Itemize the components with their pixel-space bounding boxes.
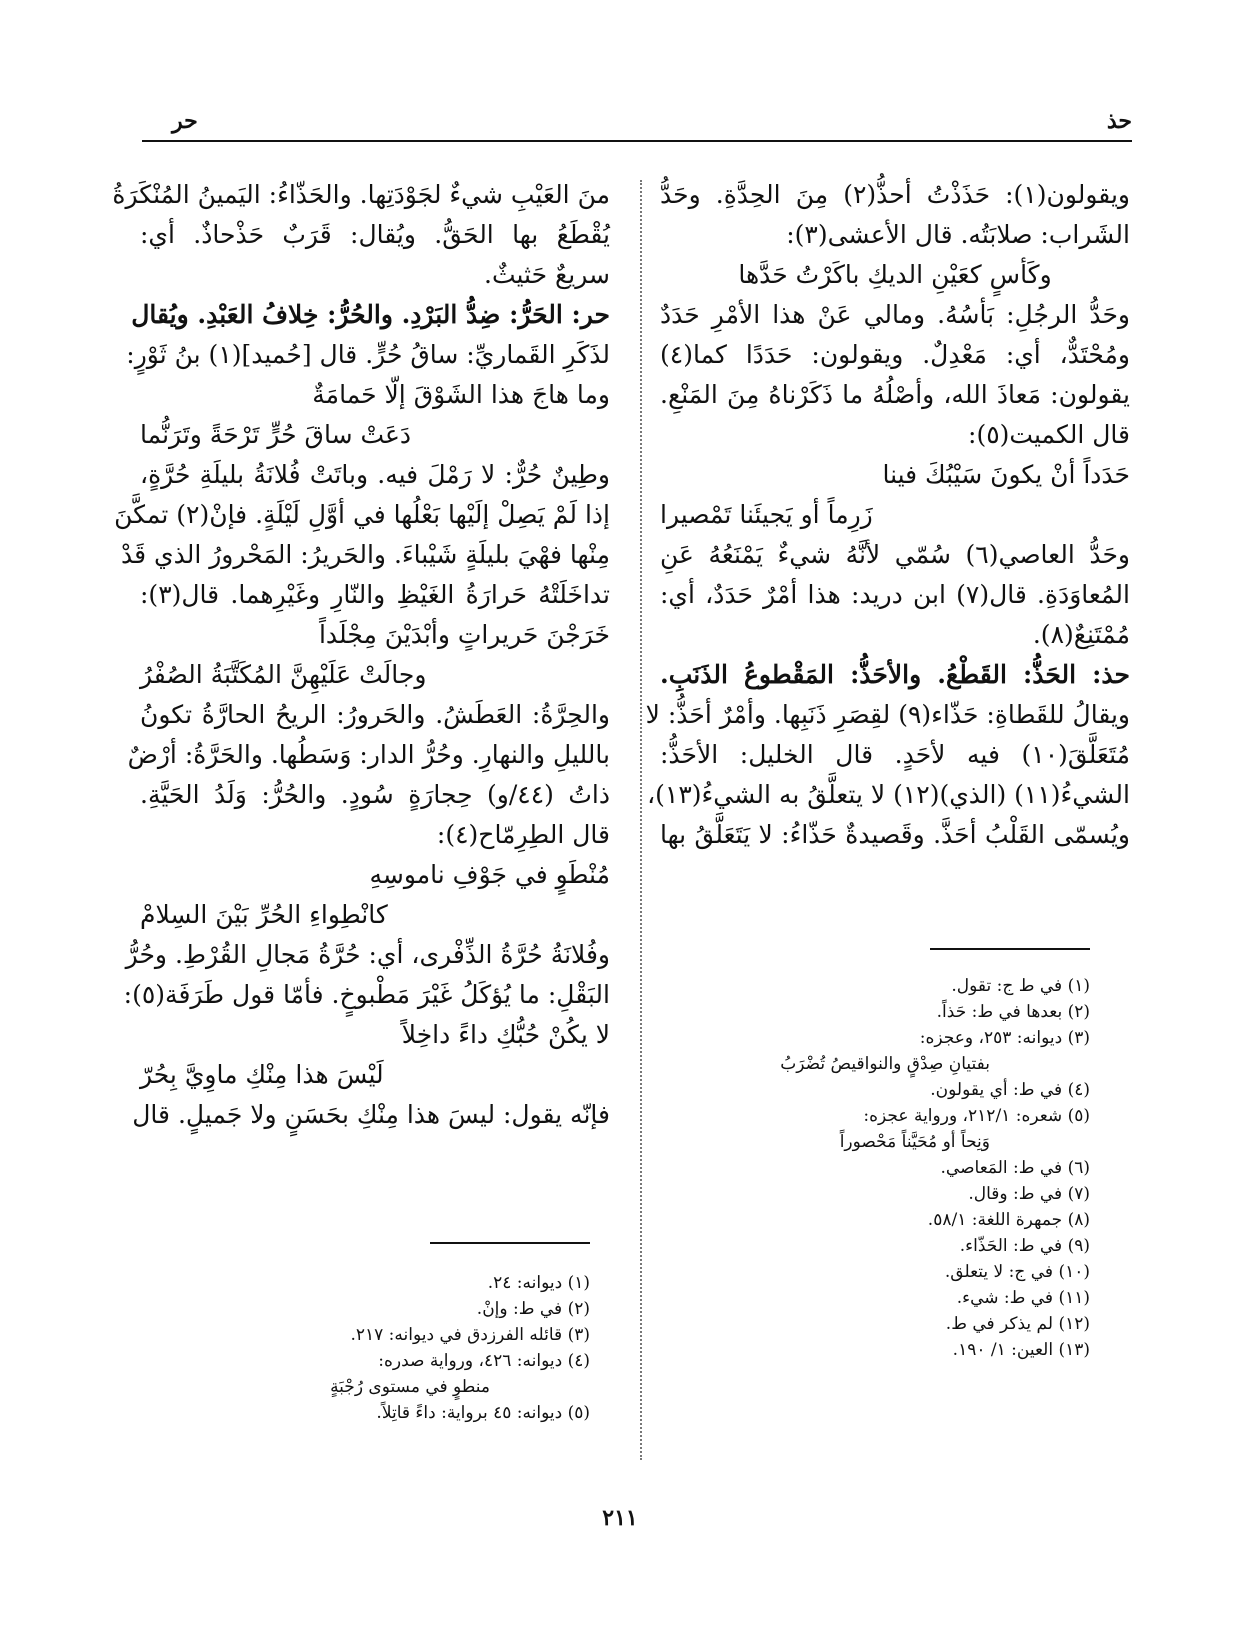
footnote: (٩) في ط: الحَذّاء. xyxy=(959,1236,1090,1256)
text-line: لذَكَرِ القَماريِّ: ساقُ حُرٍّ. قال [حُميد](١) بنُ ثَوْرٍ: xyxy=(126,340,610,369)
page-number: ٢١١ xyxy=(602,1505,638,1531)
left-column xyxy=(112,175,610,1135)
text-line: وفُلانَةُ حُرَّةُ الذِّفْرى، أي: حُرَّةُ مَجالِ القُرْطِ. وحُرُّ xyxy=(125,940,610,969)
right-footnotes xyxy=(660,973,1090,1363)
footnote: (٥) ديوانه: ٤٥ برواية: داءً قاتِلاً. xyxy=(376,1403,590,1423)
footnote: (٢) بعدها في ط: حَذاً. xyxy=(936,1002,1090,1022)
text-line: إذا لَمْ يَصِلْ إلَيْها بَعْلُها في أوَّلِ لَيْلَةٍ. فإنْ(٢) تمكَّنَ xyxy=(114,500,610,529)
text-line: قال الكميت(٥): xyxy=(968,420,1130,449)
footnote: (١٢) لم يذكر في ط. xyxy=(945,1314,1090,1334)
text-line: والحِرَّةُ: العَطَشُ. والحَرورُ: الريحُ الحارَّةُ تكونُ xyxy=(140,700,610,729)
verse-line: وجالَتْ عَلَيْهِنَّ المُكَتَّبَةُ الصُفْرُ xyxy=(140,660,427,689)
left-footnotes xyxy=(140,1270,590,1426)
verse-line: مُنْطَوٍ في جَوْفِ ناموسِهِ xyxy=(369,860,610,889)
header-entry-right: حذ xyxy=(1106,108,1132,134)
footnote: (٣) قائله الفرزدق في ديوانه: ٢١٧. xyxy=(350,1325,590,1345)
text-line: ويقولون(١): حَذَذْتُ أحذُّ(٢) مِنَ الحِدَّةِ. وحَدُّ xyxy=(660,180,1130,209)
header-rule xyxy=(142,140,1132,142)
verse-line: كانْطِواءِ الحُرِّ بَيْنَ السِلامْ xyxy=(140,900,388,929)
footnote-verse: بفتيانِ صِدْقٍ والنواقيصُ تُضْرَبُ xyxy=(780,1054,990,1074)
verse-line: حَدَداً أنْ يكونَ سَيْبُكَ فينا xyxy=(882,460,1130,489)
verse-line: لا يكُنْ حُبُّكِ داءً داخِلاً xyxy=(401,1020,610,1049)
text-line: الشيءُ(١١) (الذي)(١٢) لا يتعلَّقُ به الشيءُ(١٣)، xyxy=(647,780,1130,809)
footnote: (٤) في ط: أي يقولون. xyxy=(930,1080,1090,1100)
text-line: وحَدُّ الرجُلِ: بَأسُهُ. ومالي عَنْ هذا الأمْرِ حَدَدٌ xyxy=(660,300,1130,329)
footnote: (٦) في ط: المَعاصي. xyxy=(940,1158,1090,1178)
text-line: سريعٌ حَثيثٌ. xyxy=(484,260,610,289)
footnote: (٨) جمهرة اللغة: ٥٨/١. xyxy=(927,1210,1090,1230)
footnote: (٣) ديوانه: ٢٥٣، وعجزه: xyxy=(919,1028,1090,1048)
footnote: (١١) في ط: شيء. xyxy=(956,1288,1090,1308)
text-line: مُمْتَنِعٌ(٨). xyxy=(1032,620,1130,649)
text-line: ومُحْتَدٌّ، أي: مَعْدِلٌ. ويقولون: حَدَدًا كما(٤) xyxy=(660,340,1130,369)
text-line: المُعاوَدَةِ. قال(٧) ابن دريد: هذا أمْرٌ حَدَدٌ، أي: xyxy=(660,580,1130,609)
text-line: قال الطِرِمّاح(٤): xyxy=(436,820,610,849)
text-line: بالليلِ والنهارِ. وحُرُّ الدار: وَسَطُها. والحَرَّةُ: أرْضٌ xyxy=(127,740,610,769)
text-line: فإنّه يقول: ليسَ هذا مِنْكِ بحَسَنٍ ولا جَميلٍ. قال xyxy=(132,1100,610,1129)
text-line: يُقْطَعُ بها الحَقُّ. ويُقال: قَرَبٌ حَذْحاذٌ. أي: xyxy=(140,220,610,249)
verse-line: زَرِماً أو يَجيئَنا تَمْصيرا xyxy=(660,500,873,529)
verse-line: لَيْسَ هذا مِنْكِ ماوِيَّ بِحُرّ xyxy=(140,1060,384,1089)
entry-line: حر: الحَرُّ: ضِدُّ البَرْدِ. والحُرُّ: خِلافُ العَبْدِ. ويُقال xyxy=(131,300,610,329)
footnote: (٧) في ط: وقال. xyxy=(968,1184,1090,1204)
footnote: (١) في ط ج: تقول. xyxy=(951,976,1090,996)
verse-line: خَرَجْنَ حَريراتٍ وأبْدَيْنَ مِجْلَداً xyxy=(318,620,610,649)
text-line: الشَراب: صلابَتُه. قال الأعشى(٣): xyxy=(786,220,1130,249)
text-line: ذاتُ (٤٤/و) حِجارَةٍ سُودٍ. والحُرُّ: وَلَدُ الحَيَّةِ. xyxy=(140,780,610,809)
page-header xyxy=(142,106,1132,140)
footnote-verse: وَنِحاً أو مُحَيَّناً مَحْصوراً xyxy=(839,1132,990,1152)
footnote-rule xyxy=(930,948,1090,950)
entry-line: حذ: الحَذُّ: القَطْعُ. والأحَذُّ: المَقْطوعُ الذَنَبِ. xyxy=(660,660,1130,689)
footnote: (١٠) في ج: لا يتعلق. xyxy=(944,1262,1090,1282)
footnote: (٤) ديوانه: ٤٢٦، ورواية صدره: xyxy=(378,1351,590,1371)
text-line: وطِينٌ حُرٌّ: لا رَمْلَ فيه. وباتَتْ فُلانَةُ بليلَةِ حُرَّةٍ، xyxy=(140,460,610,489)
verse-line: وما هاجَ هذا الشَوْقَ إلّا حَمامَةٌ xyxy=(312,380,610,409)
header-entry-left: حر xyxy=(172,108,198,134)
footnote: (١٣) العين: ١/ ١٩٠. xyxy=(952,1340,1090,1360)
footnote-rule xyxy=(430,1242,590,1244)
footnote-verse: منطوٍ في مستوى رُجْبَةٍ xyxy=(330,1377,490,1397)
right-column xyxy=(645,175,1130,855)
text-line: مِنْها فهْيَ بليلَةٍ شَيْباءَ. والحَريرُ: المَحْرورُ الذي قَدْ xyxy=(121,540,610,569)
text-line: مُتَعَلَّقَ(١٠) فيه لأحَدٍ. قال الخليل: الأحَذُّ: xyxy=(660,740,1130,769)
text-line: منَ العَيْبِ شيءٌ لجَوْدَتِها. والحَذّاءُ: اليَمينُ المُنْكَرَةُ xyxy=(112,180,610,209)
footnote: (٢) في ط: وإنْ. xyxy=(476,1299,590,1319)
footnote: (٥) شعره: ٢١٢/١، ورواية عجزه: xyxy=(863,1106,1090,1126)
column-divider xyxy=(640,180,642,1460)
text-line: وحَدُّ العاصي(٦) سُمّي لأنَّهُ شيءٌ يَمْنَعُهُ عَنِ xyxy=(660,540,1130,569)
verse-line: وكَأسٍ كعَيْنِ الديكِ باكَرْتُ حَدَّها xyxy=(738,260,1052,289)
footnote: (١) ديوانه: ٢٤. xyxy=(487,1273,590,1293)
text-line: ويُسمّى القَلْبُ أحَذَّ. وقَصيدةٌ حَذّاءُ: لا يَتَعَلَّقُ بها xyxy=(660,820,1130,849)
text-line: تداخَلَتْهُ حَرارَةُ الغَيْظِ والنّارِ وغَيْرِهما. قال(٣): xyxy=(140,580,610,609)
verse-line: دَعَتْ ساقَ حُرٍّ تَرْحَةً وتَرَنُّما xyxy=(140,420,412,449)
text-line: البَقْلِ: ما يُؤكَلُ غَيْرَ مَطْبوخٍ. فأمّا قول طَرَفَة(٥): xyxy=(123,980,610,1009)
text-line: يقولون: مَعاذَ الله، وأصْلُهُ ما ذَكَرْناهُ مِنَ المَنْعِ. xyxy=(660,380,1130,409)
text-line: ويقالُ للقَطاةِ: حَذّاء(٩) لقِصَرِ ذَنَبِها. وأمْرٌ أحَذُّ: لا xyxy=(645,700,1130,729)
